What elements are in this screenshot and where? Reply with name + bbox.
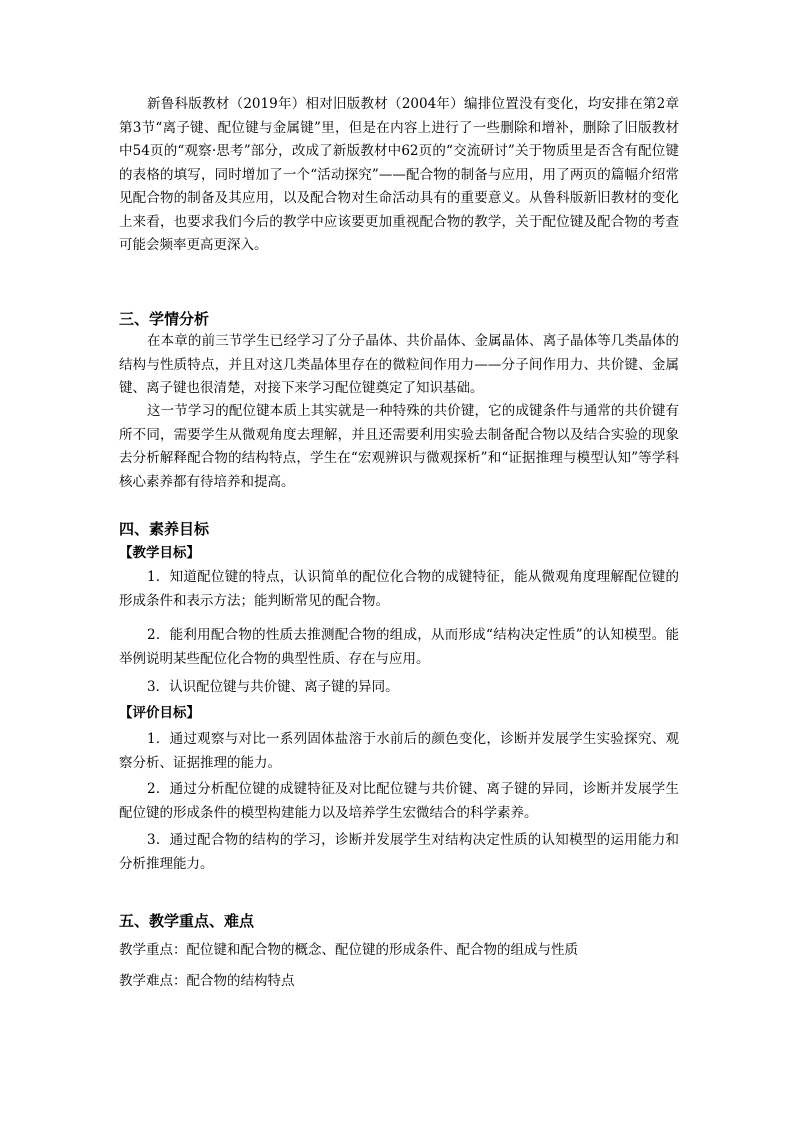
teaching-goals-label: 【教学目标】 xyxy=(119,545,200,561)
evaluation-goal-3: 3．通过配合物的结构的学习，诊断并发展学生对结构决定性质的认知模型的运用能力和分析推理能力。 xyxy=(119,832,679,872)
evaluation-goal-1: 1．通过观察与对比一系列固体盐溶于水前后的颜色变化，诊断并发展学生实验探究、观察分析、证据推理的能力。 xyxy=(119,731,679,771)
evaluation-goals-label: 【评价目标】 xyxy=(119,705,200,721)
teaching-difficult-points: 教学难点：配合物的结构特点 xyxy=(119,973,295,989)
section-heading-learning-analysis: 三、学情分析 xyxy=(119,310,210,328)
section-heading-key-difficult-points: 五、教学重点、难点 xyxy=(119,912,255,930)
teaching-key-points: 教学重点：配位键和配合物的概念、配位键的形成条件、配合物的组成与性质 xyxy=(119,942,578,958)
teaching-goal-3: 3．认识配位键与共价键、离子键的异同。 xyxy=(147,679,399,695)
intro-paragraph: 新鲁科版教材（2019年）相对旧版教材（2004年）编排位置没有变化，均安排在第2章第3节“离子键、配位键与金属键”里，但是在内容上进行了一些删除和增补，删除了旧版教材中54页的“观察·思考”部分，改成了新版教材中62页的“交流研讨”关于物质里是否含有配位键的表格的填写，同时增加了一个“活动探究”——配合物的制备与应用，用了两页的篇幅介绍常见配合物的制备及其应用，以及配合物对生命活动具有的重要意义。从鲁科版新旧教材的变化上来看，也要求我们今后的教学中应该要更加重视配合物的教学，关于配位键及配合物的考查可能会频率更高更深入。 xyxy=(119,96,679,253)
learning-analysis-paragraph-2: 这一节学习的配位键本质上其实就是一种特殊的共价键，它的成键条件与通常的共价键有所不同，需要学生从微观角度去理解，并且还需要利用实验去制备配合物以及结合实验的现象去分析解释配合物的结构特点，学生在“宏观辨识与微观探析”和“证据推理与模型认知”等学科核心素养都有待培养和提高。 xyxy=(119,403,679,490)
teaching-goal-2: 2．能利用配合物的性质去推测配合物的组成，从而形成“结构决定性质”的认知模型。能举例说明某些配位化合物的典型性质、存在与应用。 xyxy=(119,627,679,667)
section-heading-literacy-goals: 四、素养目标 xyxy=(119,520,210,538)
teaching-goal-1: 1．知道配位键的特点，认识简单的配位化合物的成键特征，能从微观角度理解配位键的形成条件和表示方法；能判断常见的配合物。 xyxy=(119,569,679,609)
evaluation-goal-2: 2．通过分析配位键的成键特征及对比配位键与共价键、离子键的异同，诊断并发展学生配位键的形成条件的模型构建能力以及培养学生宏微结合的科学素养。 xyxy=(119,781,679,821)
learning-analysis-paragraph-1: 在本章的前三节学生已经学习了分子晶体、共价晶体、金属晶体、离子晶体等几类晶体的结构与性质特点，并且对这几类晶体里存在的微粒间作用力——分子间作用力、共价键、金属键、离子键也很清楚，对接下来学习配位键奠定了知识基础。 xyxy=(119,333,679,396)
